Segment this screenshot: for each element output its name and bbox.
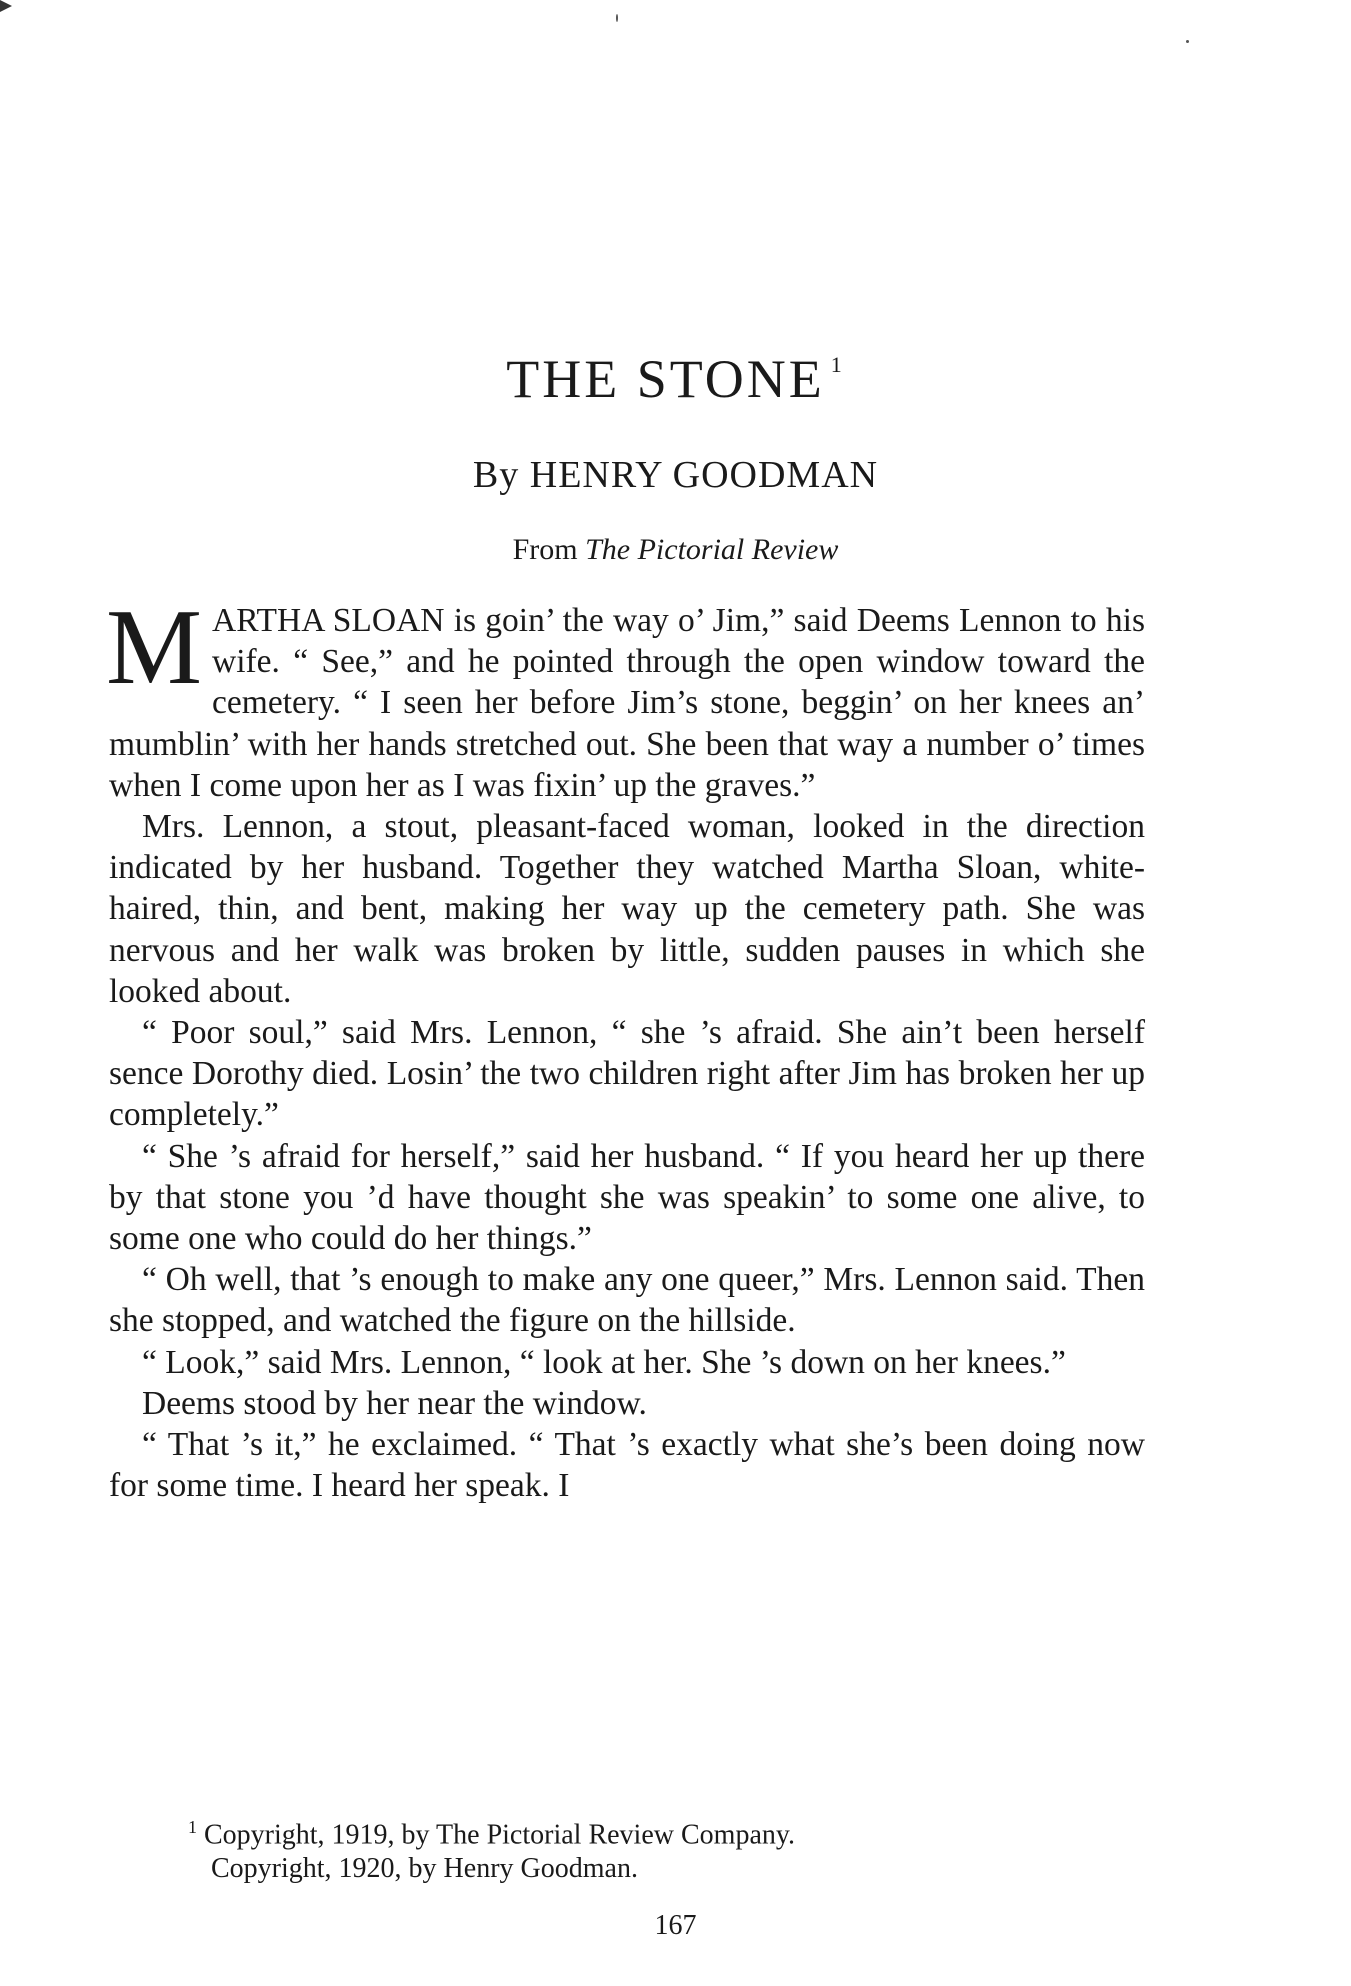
page-number: 167 — [654, 1910, 697, 1941]
footnote — [188, 1810, 1088, 1886]
footnote-line-1 — [188, 1810, 1088, 1852]
footnote-mark: 1 — [188, 1817, 197, 1837]
byline — [0, 456, 1351, 494]
paragraph: “ That ’s it,” he exclaimed. “ That ’s exactly what she’s been doing now for some time. I heard her speak. I — [109, 1426, 1145, 1505]
source-line — [0, 535, 1351, 565]
paragraph: “ Poor soul,” said Mrs. Lennon, “ she ’s afraid. She ain’t been herself sence Dorothy died. Losin’ the two children right after Jim has broken her up completely.” — [109, 1014, 1145, 1134]
paragraph: Deems stood by her near the window. — [142, 1384, 647, 1422]
paragraph: “ Oh well, that ’s enough to make any one queer,” Mrs. Lennon said. Then she stopped, and watched the figure on the hillside. — [109, 1261, 1145, 1340]
paragraph: “ She ’s afraid for herself,” said her husband. “ If you heard her up there by that stone you ’d have thought she was speakin’ to some one alive, to some one who could do her things.” — [109, 1137, 1145, 1258]
source-prefix: From — [512, 533, 578, 566]
footnote-line-2 — [188, 1852, 1088, 1886]
drop-cap: M — [106, 588, 203, 707]
paragraph-text: ARTHA SLOAN is goin’ the way o’ Jim,” said Deems Lennon to his wife. “ See,” and he pointed through the open window toward the cemetery. “ I seen her before Jim’s stone, beggin’ on her knees an’ mumblin’ with her hands stretched out. She been that way a number o’ times when I come upon her as I was fixin’ up the graves.” — [109, 602, 1145, 804]
paragraph: Mrs. Lennon, a stout, pleasant-faced woman, looked in the direction indicated by her husband. Together they watched Martha Sloan, white-haired, thin, and bent, making her way up the cemetery path. She was nervous and her walk was broken by little, sudden pauses in which she looked about. — [109, 808, 1145, 1010]
scan-speck — [1186, 40, 1189, 43]
scan-speck — [616, 14, 618, 22]
corner-scan-mark — [0, 0, 12, 12]
footnote-text-2: Copyright, 1920, by Henry Goodman. — [211, 1853, 638, 1885]
author-name: HENRY GOODMAN — [529, 454, 879, 496]
paragraph: “ Look,” said Mrs. Lennon, “ look at her. She ’s down on her knees.” — [142, 1343, 1066, 1381]
byline-prefix: By — [472, 454, 520, 496]
footnote-text-1: Copyright, 1919, by The Pictorial Review Company. — [204, 1819, 796, 1851]
title-footnote-mark: 1 — [830, 352, 845, 377]
source-publication: The Pictorial Review — [585, 533, 839, 566]
paragraph — [106, 588, 1145, 806]
story-title — [0, 349, 1351, 409]
story-body — [106, 588, 1145, 1506]
story-title-text: THE STONE — [506, 349, 825, 409]
